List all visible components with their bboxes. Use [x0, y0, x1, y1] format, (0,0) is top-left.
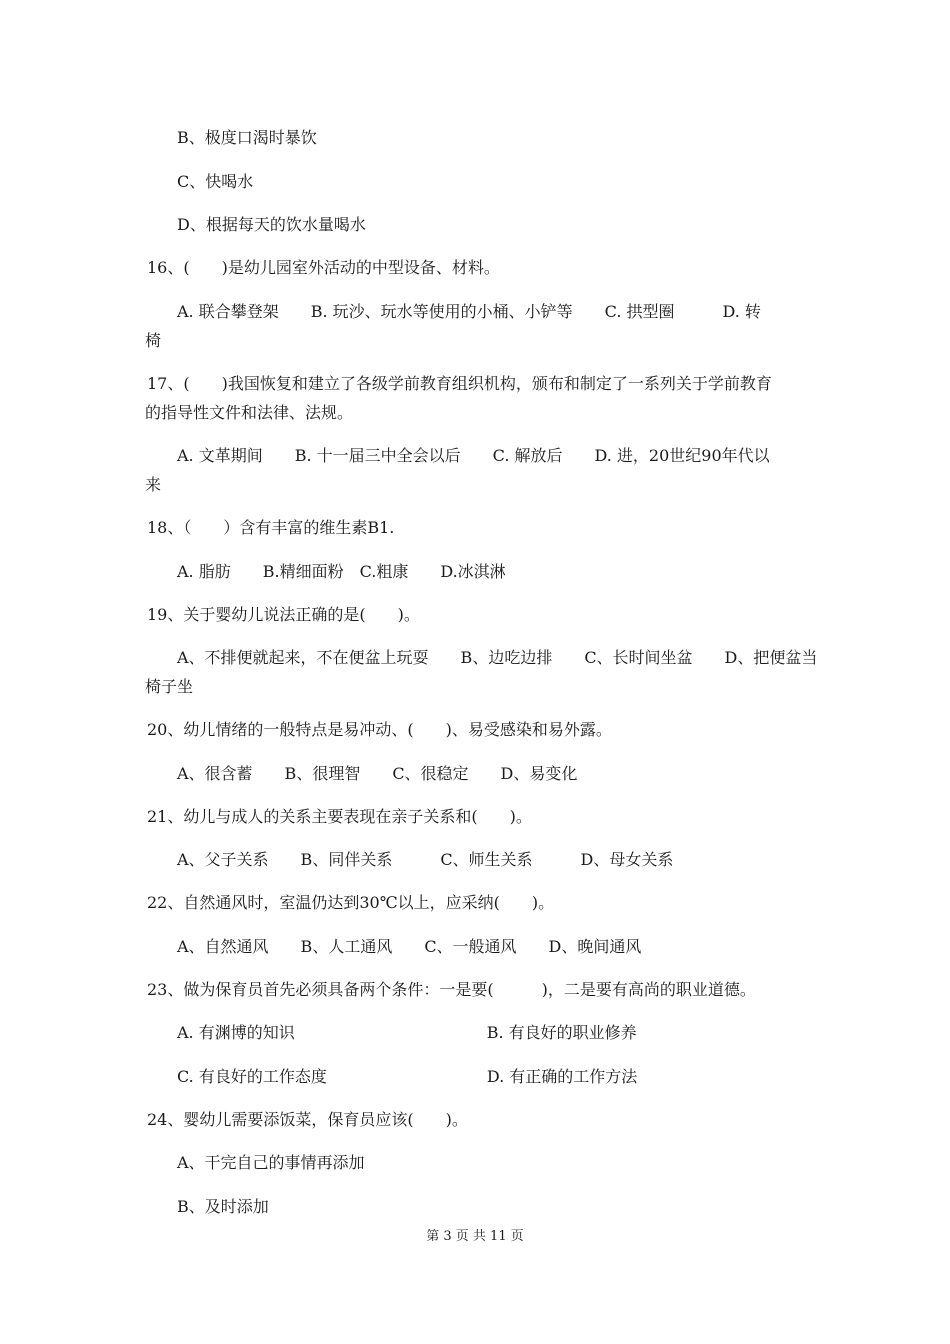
question-text: 22、自然通风时，室温仍达到30℃以上，应采纳( )。 [147, 893, 555, 912]
option-text: C、快喝水 [177, 172, 254, 191]
question-text: 19、关于婴幼儿说法正确的是( )。 [147, 605, 420, 624]
option-text: A、不排便就起来，不在便盆上玩耍 B、边吃边排 C、长时间坐盆 D、把便盆当 [177, 648, 818, 667]
wrapped-text: 椅子坐 [145, 677, 194, 696]
wrapped-text: 椅 [145, 331, 162, 350]
wrapped-text: 来 [145, 475, 162, 494]
question-text: 23、做为保育员首先必须具备两个条件：一是要( )，二是要有高尚的职业道德。 [147, 980, 756, 999]
option-text: B、及时添加 [177, 1197, 269, 1216]
question-text: 18、（ ）含有丰富的维生素B1. [147, 518, 395, 537]
option-text: A、很含蓄 B、很理智 C、很稳定 D、易变化 [177, 764, 578, 783]
option-text: C. 有良好的工作态度 D. 有正确的工作方法 [177, 1067, 638, 1086]
option-text: B、极度口渴时暴饮 [177, 128, 317, 147]
option-text: A. 有渊博的知识 B. 有良好的职业修养 [177, 1023, 637, 1042]
page-footer: 第 3 页 共 11 页 [426, 1229, 524, 1244]
wrapped-text: 的指导性文件和法律、法规。 [145, 403, 354, 422]
question-text: 16、( )是幼儿园室外活动的中型设备、材料。 [147, 258, 500, 277]
option-text: A. 文革期间 B. 十一届三中全会以后 C. 解放后 D. 进，20世纪90年代以 [177, 446, 770, 465]
option-text: D、根据每天的饮水量喝水 [177, 215, 366, 234]
option-text: A、父子关系 B、同伴关系 C、师生关系 D、母女关系 [177, 850, 674, 869]
option-text: A. 脂肪 B.精细面粉 C.粗康 D.冰淇淋 [177, 562, 506, 581]
option-text: A、自然通风 B、人工通风 C、一般通风 D、晚间通风 [177, 937, 642, 956]
question-text: 17、( )我国恢复和建立了各级学前教育组织机构，颁布和制定了一系列关于学前教育 [147, 374, 772, 393]
question-text: 20、幼儿情绪的一般特点是易冲动、( )、易受感染和易外露。 [147, 720, 612, 739]
option-text: A. 联合攀登架 B. 玩沙、玩水等使用的小桶、小铲等 C. 拱型圈 D. 转 [177, 302, 761, 321]
option-text: A、干完自己的事情再添加 [177, 1153, 365, 1172]
question-text: 24、婴幼儿需要添饭菜，保育员应该( )。 [147, 1110, 468, 1129]
question-text: 21、幼儿与成人的关系主要表现在亲子关系和( )。 [147, 807, 532, 826]
